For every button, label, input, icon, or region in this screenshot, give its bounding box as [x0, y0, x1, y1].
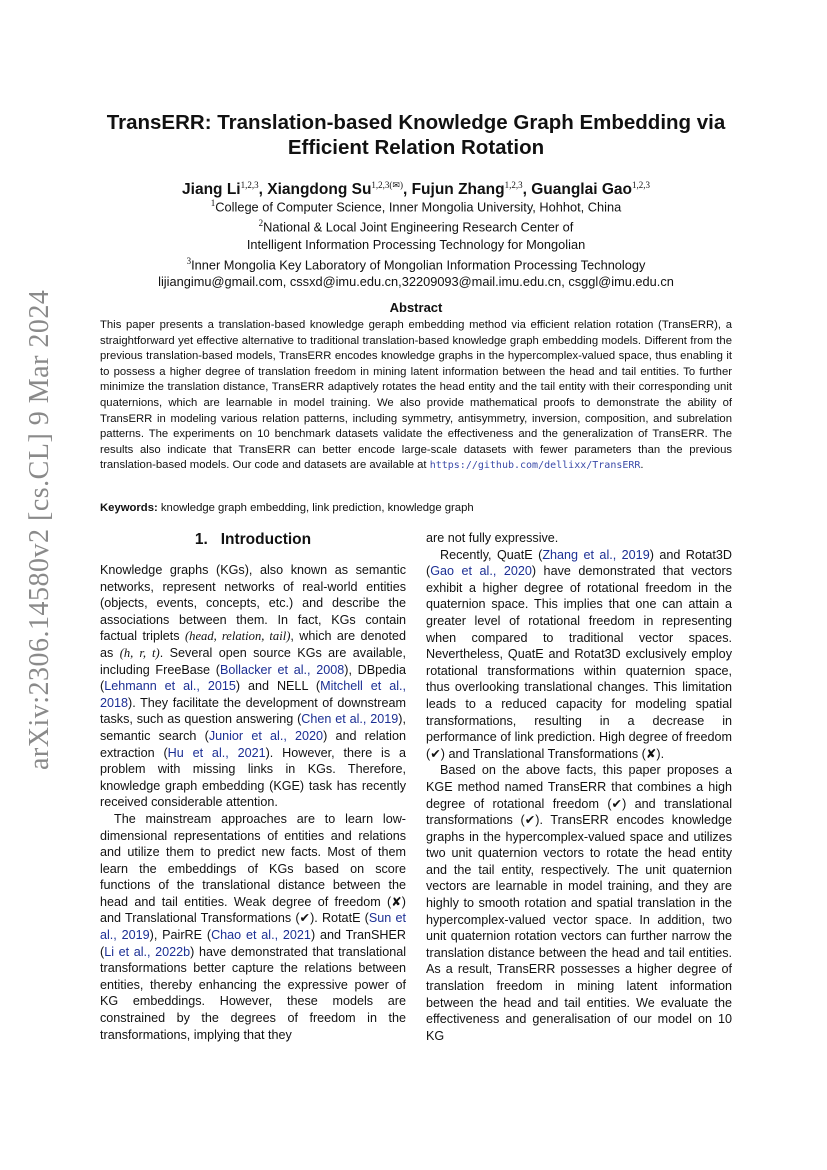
keywords-label: Keywords: [100, 502, 158, 514]
affiliations [100, 195, 732, 290]
author-sep: , [522, 181, 532, 199]
affiliation-text: College of Computer Science, Inner Mongolia University, Hohhot, China [215, 199, 622, 215]
text-run: ), semantic search ( [100, 712, 406, 743]
author-emails: lijiangimu@gmail.com, cssxd@imu.edu.cn,32209093@mail.imu.edu.cn, csggl@imu.edu.cn [158, 273, 674, 289]
text-run: Knowledge graphs (KGs), also known as semantic networks, represent networks of real-world entities (objects, events, concepts, etc.) and describe the associations between them. In fact, KGs contain factual triplets [100, 563, 406, 644]
title-line-2: Efficient Relation Rotation [287, 136, 545, 159]
text-run: ) and TranSHER ( [100, 928, 406, 959]
text-run: The mainstream approaches are to learn low-dimensional representations of entities and relations and utilize them to predict new facts. Most of them learn the embeddings of KGs based on score functions of the translational distance between the head and tail entities. Weak degree of freedom (✘) and Translational Transformations (✔). RotatE ( [100, 811, 406, 926]
author-sup: 1,2,3 [631, 180, 650, 190]
intro-paragraph-4: Based on the above facts, this paper proposes a KGE method named TransERR that combines a high degree of rotational freedom (✔) and translational transformations (✔). TransERR encodes knowledge graphs in the hypercomplex-valued space and utilizes two unit quaternion vectors to rotate the head entity and the tail entity, respectively. The unit quaternion vectors are learnable in model training, and they are highly to smooth rotation and spatial translation in the hypercomplex-valued vector space. In addition, two unit quaternion rotation vectors can further narrow the translation distance between the head and tail entities. As a result, TransERR possesses a higher degree of translation freedom in mining latent information between the head and tail entities. We evaluate the effectiveness and generalisation of our model on 10 KG [426, 763, 732, 1043]
section-title: Introduction [220, 531, 312, 548]
text-run: ). They facilitate the development of downstream tasks, such as question answering ( [100, 695, 406, 727]
author-sep: , [258, 181, 268, 199]
intro-paragraph-1 [100, 562, 406, 811]
text-run: ) and relation extraction ( [100, 728, 406, 760]
paper-title [100, 110, 732, 160]
text-run: ) have demonstrated that vectors exhibit a higher degree of rotational freedom in the quaternion space. This implies that one can attain a greater level of rotational freedom in representing when compared to traditional vector spaces. Nevertheless, QuatE and Rotat3D exclusively employ rotational transformations within quaternion space, thus overlooking translational changes. This limitation leads to a reduced capacity for modeling spatial transformations, resulting in a decrease in performance of link prediction. High degree of freedom (✔) and Translational Transformations (✘). [426, 564, 732, 761]
text-run: ), PairRE ( [149, 928, 212, 943]
section-number: 1. [194, 531, 208, 548]
abstract-heading: Abstract [389, 300, 443, 315]
author-sep: , [402, 181, 412, 199]
text-run: . Several open source KGs are available, including FreeBase ( [100, 645, 406, 677]
author-name: Guanglai Gao [531, 181, 632, 199]
text-run: , which are denoted as [100, 629, 406, 660]
citation-link[interactable]: Zhang et al., 2019 [542, 547, 650, 562]
section-heading [100, 530, 406, 550]
citation-link[interactable]: Lehmann et al., 2015 [104, 679, 236, 694]
math-hrt: (h, r, t) [119, 645, 160, 660]
abstract-text: This paper presents a translation-based knowledge geraph embedding method via efficient relation rotation (TransERR), a straightforward yet effective alternative to traditional translation-based knowledge graph embedding models. Different from the previous translation-based models, TransERR encodes knowledge graphs in the hypercomplex-valued space, thus enabling it to possess a higher degree of translation freedom in mining latent information between the head and tail entities. To further minimize the translation distance, TransERR adaptively rotates the head entity and the tail entity with their corresponding unit quaternions, which are learnable in model training. We also provide mathematical proofs to demonstrate the ability of TransERR in modeling various relation patterns, including symmetry, antisymmetry, inversion, composition, and subrelation patterns. The experiments on 10 benchmark datasets validate the effectiveness and the generalization of TransERR. The results also indicate that TransERR can better encode large-scale datasets with fewer parameters than the previous translation-based models. Our code and datasets are available at [100, 319, 732, 472]
left-column [100, 530, 406, 1043]
affiliation-3 [100, 253, 732, 273]
citation-link[interactable]: Chao et al., 2021 [211, 928, 311, 943]
citation-link[interactable]: Bollacker et al., 2008 [219, 662, 345, 677]
abstract-body [100, 318, 732, 474]
text-run: ). However, there is a problem with missing links in KGs. Therefore, knowledge graph embedding (KGE) task has recently received considerable attention. [100, 745, 406, 810]
keywords-text: knowledge graph embedding, link prediction, knowledge graph [157, 502, 474, 514]
affiliation-1 [100, 195, 732, 215]
affiliation-sup: 3 [186, 255, 192, 266]
abstract-end: . [640, 459, 644, 472]
text-run: ) and Rotat3D ( [426, 547, 732, 579]
intro-paragraph-3 [426, 547, 732, 763]
code-url-link[interactable]: https://github.com/dellixx/TransERR [429, 460, 641, 472]
citation-link[interactable]: Sun et al., 2019 [100, 911, 406, 943]
arxiv-side-stamp: arXiv:2306.14580v2 [cs.CL] 9 Mar 2024 [24, 289, 55, 770]
citation-link[interactable]: Li et al., 2022b [104, 944, 191, 959]
citation-link[interactable]: Gao et al., 2020 [430, 564, 532, 579]
author-sup: 1,2,3 [504, 180, 523, 190]
affiliation-2b: Intelligent Information Processing Technology for Mongolian [246, 236, 586, 252]
text-run: ), DBpedia ( [100, 662, 406, 694]
author-sup: 1,2,3 [240, 180, 259, 190]
author-name: Fujun Zhang [411, 181, 505, 199]
intro-paragraph-2 [100, 811, 406, 1043]
citation-link[interactable]: Mitchell et al., 2018 [100, 679, 406, 710]
right-column [426, 530, 732, 1044]
affiliation-text: Inner Mongolia Key Laboratory of Mongolian Information Processing Technology [191, 256, 646, 272]
citation-link[interactable]: Chen et al., 2019 [301, 712, 399, 727]
affiliation-2 [100, 215, 732, 235]
citation-link[interactable]: Junior et al., 2020 [208, 728, 324, 743]
author-sup: 1,2,3(✉) [371, 180, 403, 190]
text-run: ) have demonstrated that translational transformations better capture the relations between entities, thereby enhancing the expressive power of KG embeddings. However, these models are constrained by the degrees of freedom in the transformations, implying that they [100, 944, 407, 1042]
title-line-1: TransERR: Translation-based Knowledge Graph Embedding via [106, 111, 726, 134]
affiliation-text: National & Local Joint Engineering Research Center of [263, 219, 574, 235]
affiliation-sup: 1 [210, 198, 216, 208]
author-name: Xiangdong Su [267, 181, 372, 199]
math-triplet: (head, relation, tail) [184, 629, 291, 644]
keywords [100, 501, 732, 516]
author-name: Jiang Li [182, 181, 241, 199]
affiliation-sup: 2 [258, 218, 264, 229]
citation-link[interactable]: Hu et al., 2021 [167, 745, 266, 760]
text-run: Recently, QuatE ( [440, 547, 543, 562]
intro-paragraph-2-cont: are not fully expressive. [426, 531, 559, 545]
text-run: ) and NELL ( [235, 679, 321, 694]
